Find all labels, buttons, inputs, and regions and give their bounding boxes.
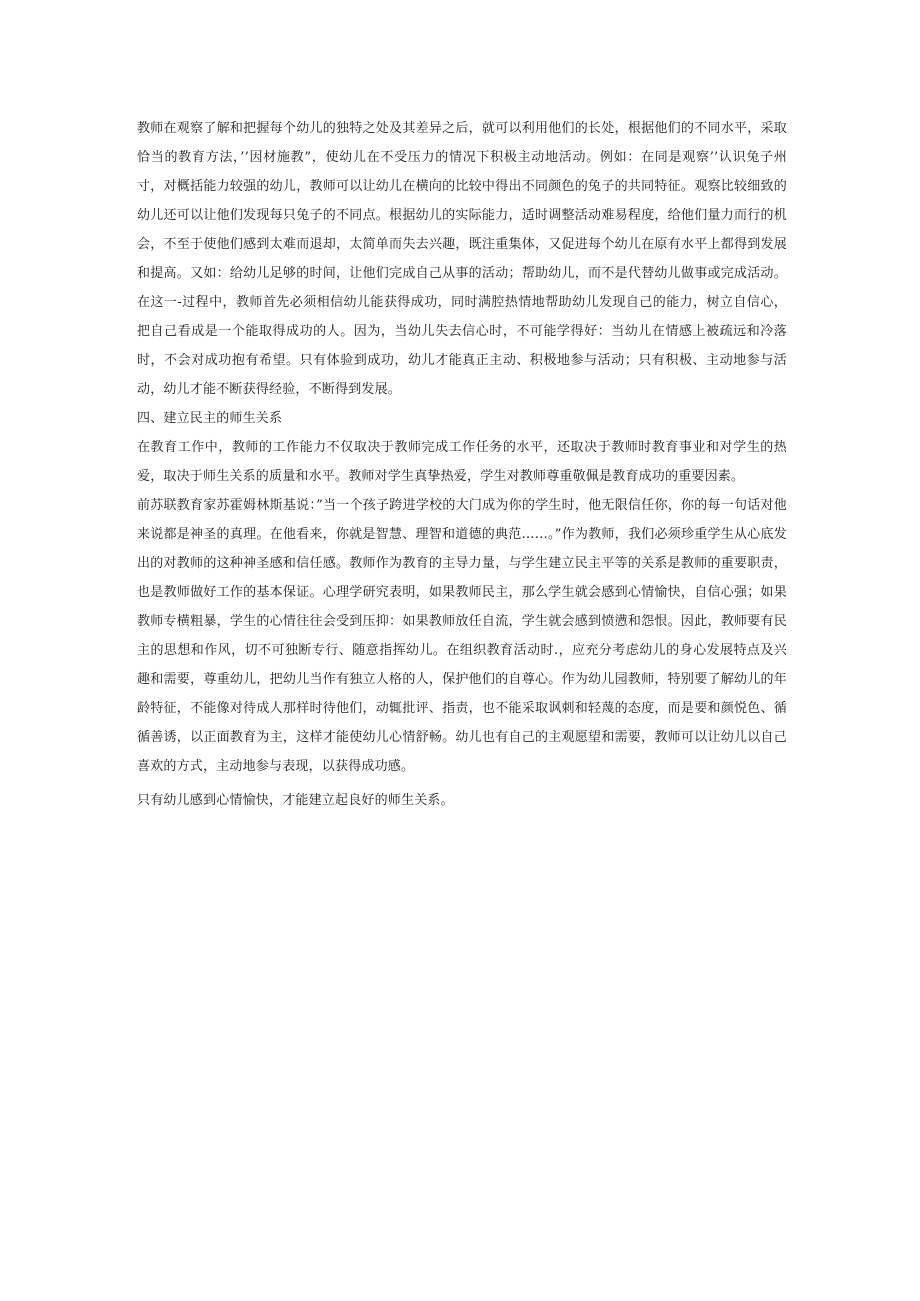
section-heading-democratic-relationship: 四、建立民主的师生关系 bbox=[137, 411, 283, 426]
document-body bbox=[137, 114, 787, 815]
paragraph-teacher-ability: 在教育工作中，教师的工作能力不仅取决于教师完成工作任务的水平，还取决于教师时教育事业和对学生的热爱，取决于师生关系的质量和水平。教师对学生真挚热爱，学生对教师尊重敬佩是教育成功的重要因素。 bbox=[137, 440, 787, 484]
paragraph-sukhomlinsky-quote: 前苏联教育家苏霍姆林斯基说：”当一个孩子跨进学校的大门成为你的学生时，他无限信任你，你的每一句话对他来说都是神圣的真理。在他看来，你就是智慧、理智和道德的典范……。”作为教师，我们必须珍重学生从心底发出的对教师的这种神圣感和信任感。教师作为教育的主导力量，与学生建立民主平等的关系是教师的重要职责，也是教师做好工作的基本保证。心理学研究表明，如果教师民主，那么学生就会感到心情愉快，自信心强；如果教师专横粗暴，学生的心情往往会受到压抑：如果教师放任自流，学生就会感到愤懑和怨恨。因此，教师要有民主的思想和作风，切不可独断专行、随意指挥幼儿。在组织教育活动时.，应充分考虑幼儿的身心发展特点及兴趣和需要，尊重幼儿，把幼儿当作有独立人格的人，保护他们的自尊心。作为幼儿园教师，特别要了解幼儿的年龄特征，不能像对待成人那样时待他们，动辄批评、指责，也不能采取讽刺和轻蔑的态度，而是要和颜悦色、循循善诱，以正面教育为主，这样才能使幼儿心情舒畅。幼儿也有自己的主观愿望和需要，教师可以让幼儿以自己喜欢的方式，主动地参与表现，以获得成功感。 bbox=[137, 498, 787, 774]
paragraph-individualized-teaching: 教师在观察了解和把握每个幼儿的独特之处及其差异之后，就可以利用他们的长处，根据他们的不同水平，采取恰当的教育方法，’’因材施教”，使幼儿在不受压力的情况下积极主动地活动。例如：在同是观察’’认识兔子州寸，对概括能力较强的幼儿，教师可以让幼儿在横向的比较中得出不同颜色的兔子的共同特征。观察比较细致的幼儿还可以让他们发现每只兔子的不同点。根据幼儿的实际能力，适时调整活动难易程度，给他们量力而行的机会，不至于使他们感到太难而退却，太简单而失去兴趣，既注重集体，又促进每个幼儿在原有水平上都得到发展和提高。又如：给幼儿足够的时间，让他们完成自己从事的活动；帮助幼儿，而不是代替幼儿做事或完成活动。在这一-过程中，教师首先必须相信幼儿能获得成功，同时满腔热情地帮助幼儿发现自己的能力，树立自信心，把自己看成是一个能取得成功的人。因为，当幼儿失去信心时，不可能学得好：当幼儿在情感上被疏远和冷落时，不会对成功抱有希望。只有体验到成功，幼儿才能真正主动、积极地参与活动；只有积极、主动地参与活动，幼儿才能不断获得经验，不断得到发展。 bbox=[137, 121, 787, 397]
paragraph-conclusion: 只有幼儿感到心情愉快，才能建立起良好的师生关系。 bbox=[137, 793, 454, 808]
